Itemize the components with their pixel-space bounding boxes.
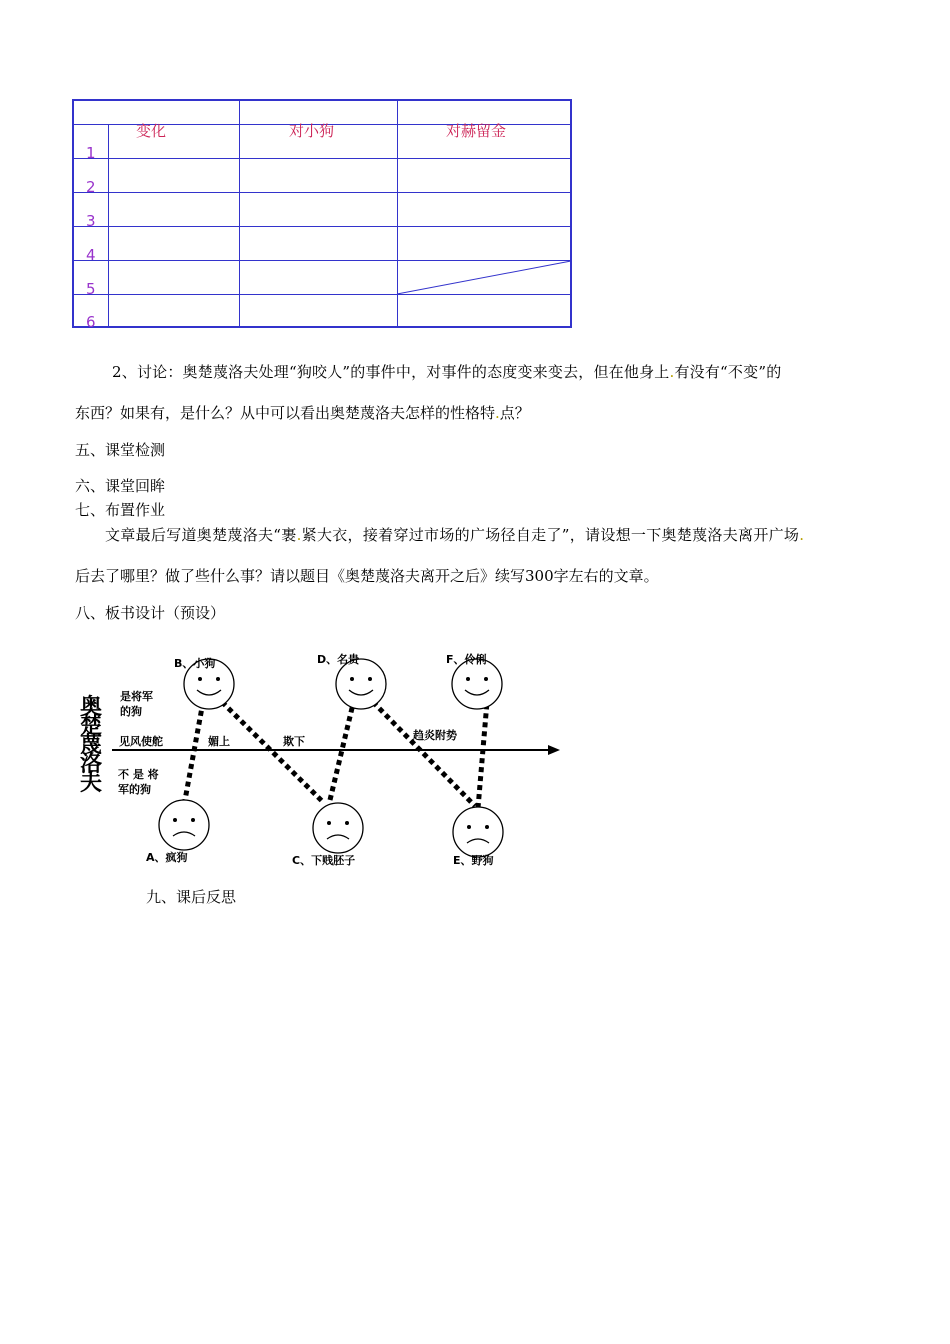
- arrow-head-icon: [548, 745, 560, 755]
- row-number: 1: [86, 144, 96, 162]
- attitude-zigzag: [185, 702, 487, 808]
- discussion-line-2: 东西？如果有，是什么？从中可以看出奥楚蔑洛夫怎样的性格特.点？: [75, 404, 530, 422]
- section-6-heading: 六、课堂回眸: [75, 477, 166, 495]
- section-8-heading: 八、板书设计（预设）: [75, 604, 226, 622]
- axis-label-flatter-superiors: 媚上: [208, 735, 230, 748]
- label-f-clever: F、伶俐: [446, 653, 487, 666]
- table-diagonal: [0, 0, 950, 340]
- section-7-heading: 七、布置作业: [75, 501, 166, 519]
- board-diagram: [0, 640, 950, 880]
- label-b-puppy: B、小狗: [174, 657, 216, 670]
- label-e-wild-dog: E、野狗: [453, 854, 494, 867]
- homework-line-2: 后去了哪里？做了些什么事？请以题目《奥楚蔑洛夫离开之后》续写300字左右的文章。: [75, 567, 659, 585]
- row-number: 2: [86, 178, 96, 196]
- row-number: 5: [86, 280, 96, 298]
- diagram-vertical-title: 奥 楚 蔑 洛 夫: [79, 694, 102, 796]
- section-9-heading: 九、课后反思: [146, 888, 237, 906]
- homework-line-1: 文章最后写道奥楚蔑洛夫“裹.紧大衣，接着穿过市场的广场径自走了”，请设想一下奥楚蔑洛夫离开广场.: [105, 526, 805, 544]
- axis-label-sycophant: 趋炎附势: [413, 729, 457, 742]
- section-5-heading: 五、课堂检测: [75, 441, 166, 459]
- label-not-general-dog: 不 是 将 军的狗: [118, 768, 159, 796]
- table-header-heliujin: 对赫留金: [446, 122, 507, 140]
- label-general-dog: 是将军 的狗: [120, 690, 153, 718]
- discussion-line-1: 2、讨论：奥楚蔑洛夫处理“狗咬人”的事件中，对事件的态度变来变去，但在他身上.有没有“不变”的: [112, 363, 782, 381]
- label-a-mad-dog: A、疯狗: [146, 851, 188, 864]
- axis-label-bully-inferiors: 欺下: [283, 735, 305, 748]
- axis-label-opportunist: 见风使舵: [119, 735, 163, 748]
- row-number: 3: [86, 212, 96, 230]
- label-c-lowly: C、下贱胚子: [292, 854, 356, 867]
- table-header-puppy: 对小狗: [289, 122, 335, 140]
- label-d-precious: D、名贵: [317, 653, 360, 666]
- row-number: 6: [86, 313, 96, 331]
- table-header-change: 变化: [136, 122, 167, 140]
- row-number: 4: [86, 246, 96, 264]
- sad-face-icon: [159, 800, 503, 857]
